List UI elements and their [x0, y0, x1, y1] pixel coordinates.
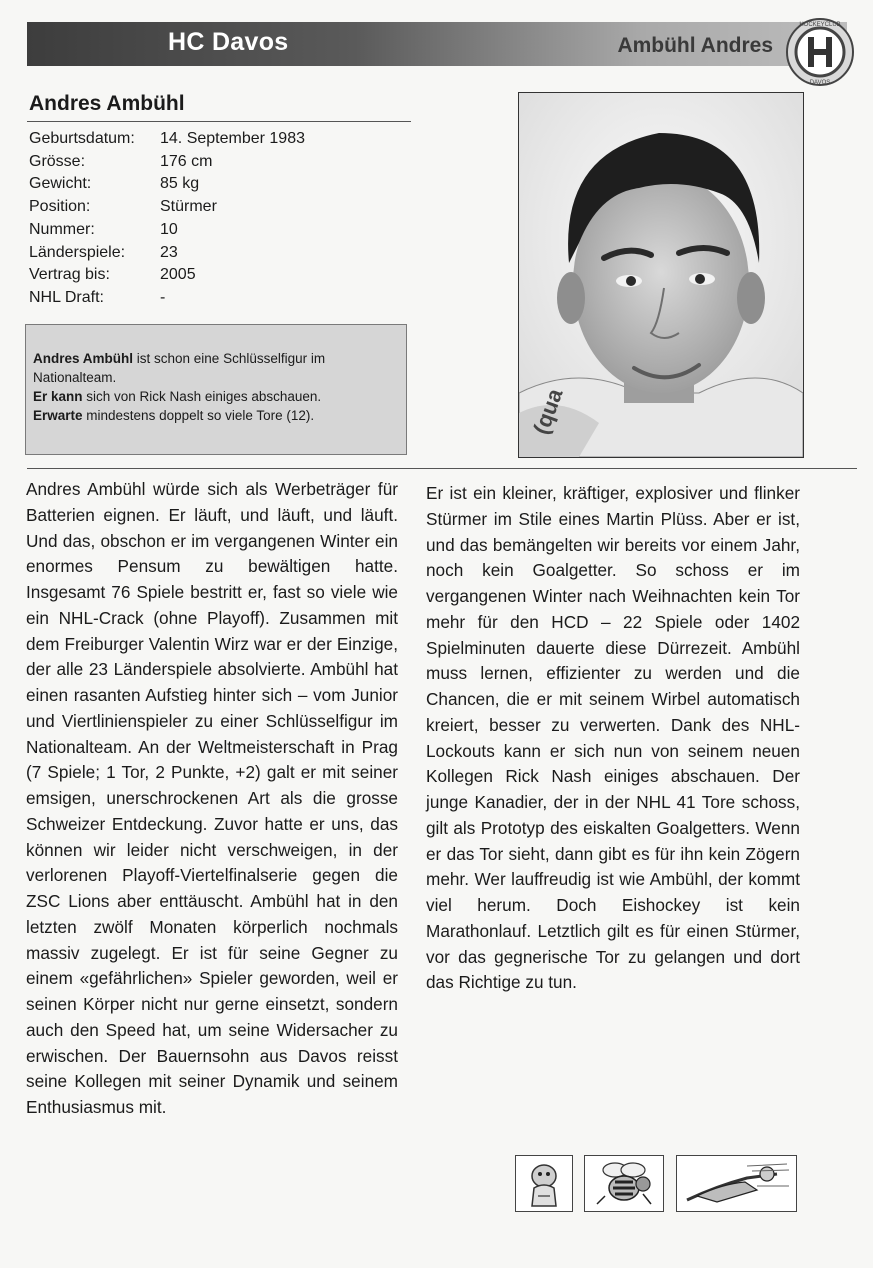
- stat-label: Grösse:: [29, 152, 86, 170]
- stat-value: 23: [160, 243, 178, 261]
- player-mascot-icon: [515, 1155, 573, 1212]
- quote-line-text: sich von Rick Nash einiges abschauen.: [82, 389, 322, 404]
- svg-text:(qua: (qua: [528, 385, 568, 438]
- stat-value: 10: [160, 220, 178, 238]
- stat-row-height: [29, 151, 305, 174]
- stat-row-nhl-draft: [29, 287, 305, 310]
- quote-emphasis: Erwarte: [33, 408, 83, 423]
- stat-label: Geburtsdatum:: [29, 130, 135, 147]
- stat-value: 176 cm: [160, 152, 213, 170]
- article-column-right: Er ist ein kleiner, kräftiger, explosiver und flinker Stürmer im Stile eines Martin Plüss. Aber er ist, und das bemängelten wir bereits vor einem Jahr, noch kein Goalgetter. So schoss er im vergangenen Winter nach Weihnachten kein Tor mehr für den HCD – 22 Spiele oder 1402 Spielminuten dauerte diese Dürrezeit. Ambühl muss lernen, effizienter zu werden und die Chancen, die er mit seinem Wirbel automatisch kreiert, besser zu verwerten. Dank des NHL-Lockouts kann er sich nun von seinem neuen Kollegen Rick Nash einiges abschauen. Der junge Kanadier, der in der NHL 41 Tore schoss, gilt als Prototyp des eiskalten Goalgetters. Wenn er das Tor sieht, dann gibt es für ihn kein Zögern mehr. Wer lauffreudig ist wie Ambühl, der kommt viel herum. Doch Eishockey ist kein Marathonlauf. Letztlich gilt es für einen Stürmer, vor das gegnerische Tor zu gelangen und dort das Richtige zu tun.: [426, 483, 800, 993]
- header-player-name: Ambühl Andres: [617, 34, 773, 57]
- quote-line-text: mindestens doppelt so viele Tore (12).: [82, 408, 315, 423]
- club-name: HC Davos: [168, 28, 289, 56]
- section-divider: [27, 468, 857, 469]
- stat-row-position: [29, 196, 305, 219]
- stat-value: -: [160, 288, 166, 306]
- stat-label: Position:: [29, 198, 91, 216]
- speeding-skater-icon: [676, 1155, 797, 1212]
- article-column-left: Andres Ambühl würde sich als Werbeträger für Batterien eignen. Er läuft, und läuft, und läuft. Und das, obschon er im vergangenen Winter ein enormes Pensum zu bewältigen hatte. Insgesamt 76 Spiele bestritt er, fast so viele wie ein NHL-Crack (ohne Playoff). Zusammen mit dem Freiburger Valentin Wirz war er der Einzige, der alle 23 Länderspiele absolvierte. Ambühl hat einen rasanten Aufstieg hinter sich – vom Junior und Viertlinienspieler zu einer Schlüsselfigur im Nationalteam. An der Weltmeisterschaft in Prag (7 Spiele; 1 Tor, 2 Punkte, +2) galt er mit seiner emsigen, unerschrockenen Art als die grosse Schweizer Entdeckung. Zuvor hatte er uns, das können wir leider nicht verschweigen, in der verlorenen Playoff-Viertelfinalserie gegen die ZSC Lions aber enttäuscht. Ambühl hat in den letzten zwölf Monaten körperlich nochmals massiv zugelegt. Er ist für seine Gegner zu einem «gefährlichen» Spieler geworden, weil er seinen Körper nicht nur gerne einsetzt, sondern auch den Speed hat, um seine Widersacher zu erwischen. Der Bauernsohn aus Davos reisst seine Kollegen mit seiner Dynamik und seinem Enthusiasmus mit.: [26, 479, 398, 1117]
- quote-line: [33, 349, 405, 387]
- stat-row-number: [29, 219, 305, 242]
- stat-label: Gewicht:: [29, 175, 92, 193]
- stat-label: Vertrag bis:: [29, 266, 110, 284]
- stat-row-international-games: [29, 242, 305, 265]
- hc-davos-logo-icon: [785, 17, 855, 87]
- quote-line: [33, 406, 405, 425]
- player-photo: [518, 92, 804, 458]
- stat-label: Nummer:: [29, 220, 95, 238]
- quote-emphasis: Andres Ambühl: [33, 351, 134, 366]
- stat-row-weight: [29, 173, 305, 196]
- stat-row-birthdate: [29, 128, 305, 151]
- stat-value: 2005: [160, 266, 196, 284]
- stat-value: 14. September 1983: [160, 130, 305, 147]
- quote-line: [33, 387, 405, 406]
- stat-label: Länderspiele:: [29, 243, 126, 261]
- quote-text: [33, 349, 405, 425]
- player-portrait-image: [519, 93, 803, 457]
- title-divider: [27, 121, 411, 122]
- bee-icon: [584, 1155, 664, 1212]
- stat-value: Stürmer: [160, 198, 217, 216]
- stat-label: NHL Draft:: [29, 288, 104, 306]
- quote-line-text: ist schon eine Schlüsselfigur im Nationalteam.: [33, 351, 326, 385]
- stat-value: 85 kg: [160, 175, 200, 193]
- svg-text:HOCKEYCLUB: HOCKEYCLUB: [799, 22, 841, 28]
- quote-emphasis: Er kann: [33, 389, 83, 404]
- svg-text:DAVOS: DAVOS: [809, 80, 831, 86]
- player-stats: [29, 128, 305, 310]
- player-title: Andres Ambühl: [29, 92, 185, 115]
- stat-row-contract: [29, 264, 305, 287]
